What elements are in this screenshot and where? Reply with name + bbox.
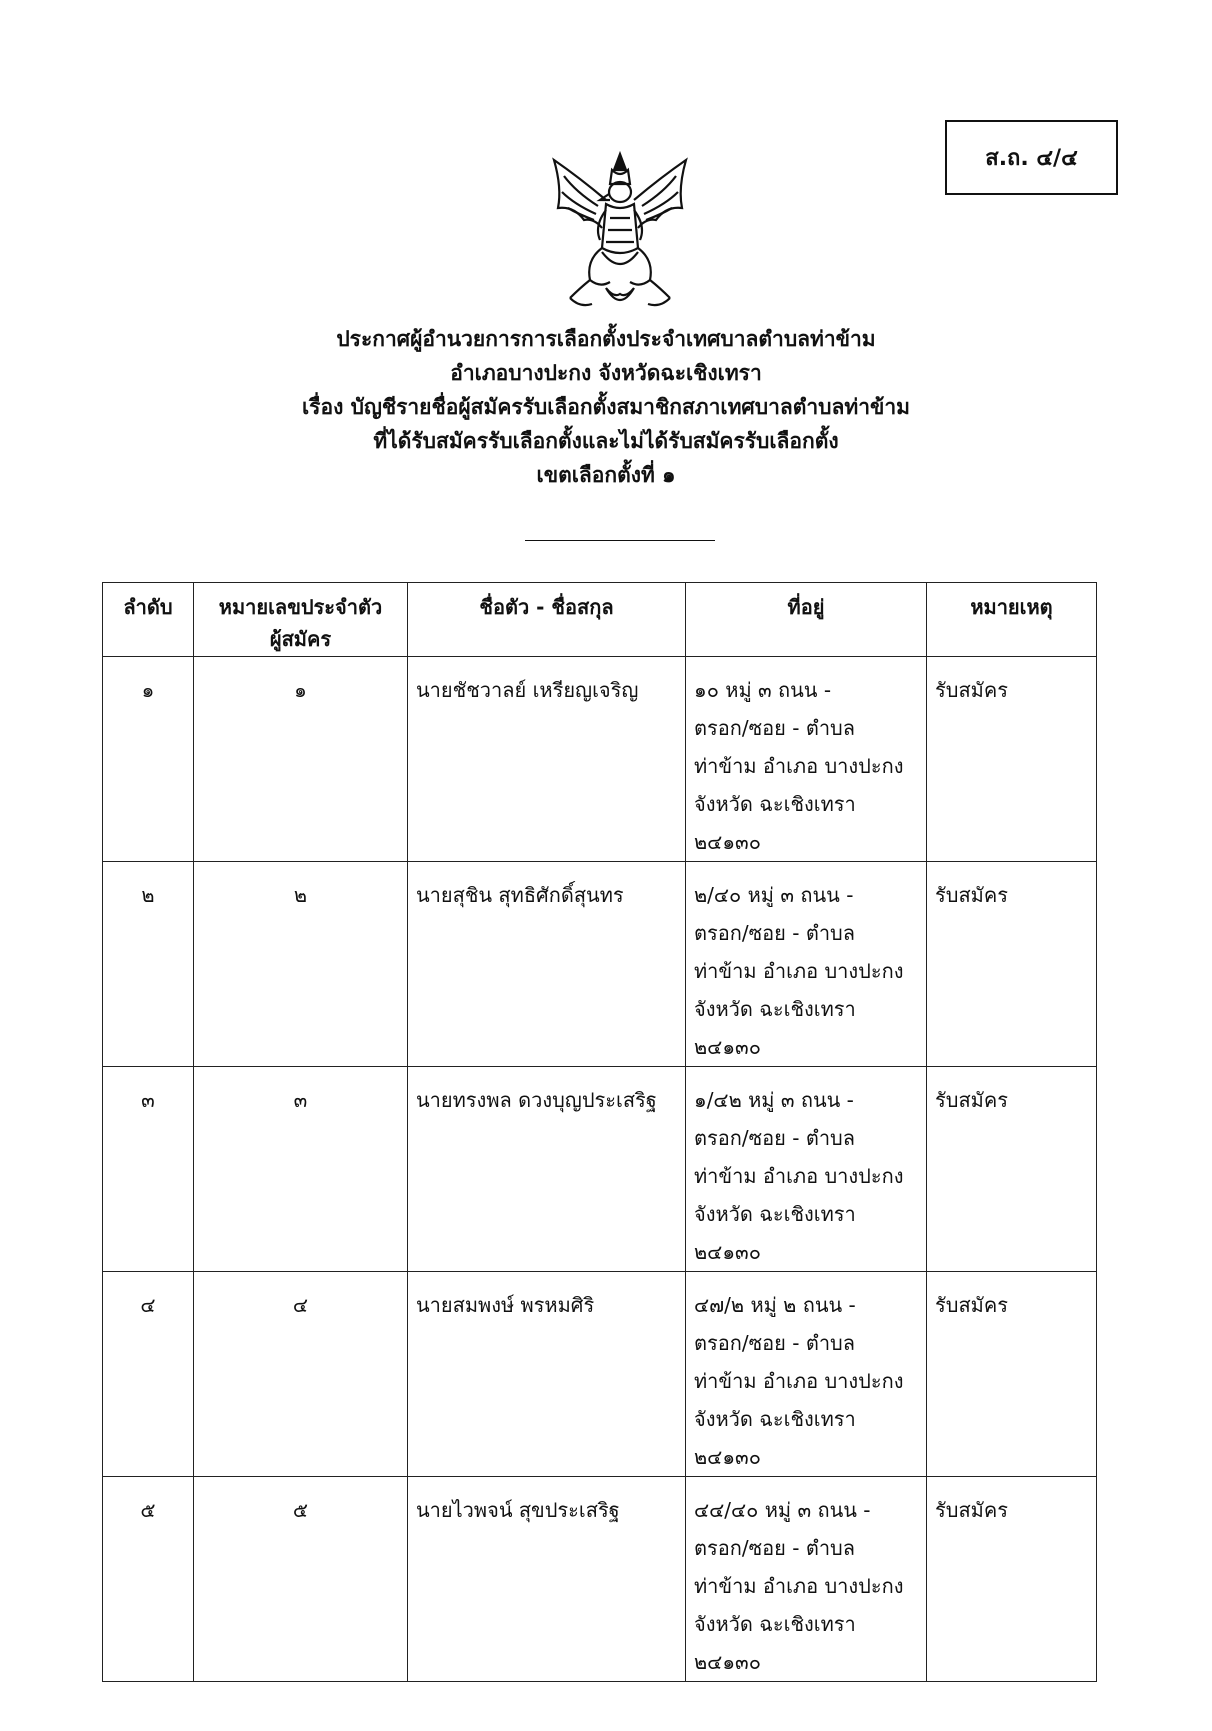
cell-remark: รับสมัคร — [927, 1272, 1097, 1477]
cell-candidate-number: ๑ — [194, 657, 408, 862]
heading-line-2: อำเภอบางปะกง จังหวัดฉะเชิงเทรา — [450, 361, 762, 385]
address-line: ๔๔/๔๐ หมู่ ๓ ถนน - — [694, 1498, 871, 1522]
table-row — [103, 1477, 1097, 1682]
cell-candidate-number: ๓ — [194, 1067, 408, 1272]
header-order: ลำดับ — [103, 583, 194, 657]
address-line: ๒๔๑๓๐ — [694, 1240, 761, 1264]
address-line: ๔๗/๒ หมู่ ๒ ถนน - — [694, 1293, 856, 1317]
cell-name: นายไวพจน์ สุขประเสริฐ — [408, 1477, 686, 1682]
header-remark: หมายเหตุ — [927, 583, 1097, 657]
address-line: ๒/๔๐ หมู่ ๓ ถนน - — [694, 883, 854, 907]
table-row — [103, 1272, 1097, 1477]
cell-candidate-number: ๔ — [194, 1272, 408, 1477]
header-candidate-number-line1: หมายเลขประจำตัว — [218, 595, 383, 619]
cell-candidate-number: ๕ — [194, 1477, 408, 1682]
table-row — [103, 862, 1097, 1067]
address-line: ตรอก/ซอย - ตำบล — [694, 716, 855, 740]
form-code-box — [945, 120, 1118, 195]
cell-address — [686, 862, 927, 1067]
table-row — [103, 657, 1097, 862]
cell-address — [686, 1067, 927, 1272]
header-address: ที่อยู่ — [686, 583, 927, 657]
candidate-table — [102, 582, 1097, 1682]
address-line: ๑/๔๒ หมู่ ๓ ถนน - — [694, 1088, 854, 1112]
address-line: ๑๐ หมู่ ๓ ถนน - — [694, 678, 832, 702]
cell-order: ๕ — [103, 1477, 194, 1682]
address-line: ๒๔๑๓๐ — [694, 1035, 761, 1059]
address-line: ท่าข้าม อำเภอ บางปะกง — [694, 959, 904, 983]
address-line: ๒๔๑๓๐ — [694, 1445, 761, 1469]
address-line: ท่าข้าม อำเภอ บางปะกง — [694, 1369, 904, 1393]
announcement-heading — [0, 322, 1212, 492]
cell-remark: รับสมัคร — [927, 862, 1097, 1067]
cell-name: นายทรงพล ดวงบุญประเสริฐ — [408, 1067, 686, 1272]
address-line: จังหวัด ฉะเชิงเทรา — [694, 1612, 856, 1636]
cell-name: นายชัชวาลย์ เหรียญเจริญ — [408, 657, 686, 862]
address-line: จังหวัด ฉะเชิงเทรา — [694, 1407, 856, 1431]
heading-divider — [525, 540, 715, 541]
address-line: จังหวัด ฉะเชิงเทรา — [694, 1202, 856, 1226]
address-line: จังหวัด ฉะเชิงเทรา — [694, 997, 856, 1021]
header-name: ชื่อตัว - ชื่อสกุล — [408, 583, 686, 657]
form-code: ส.ถ. ๔/๔ — [985, 146, 1078, 171]
address-line: ท่าข้าม อำเภอ บางปะกง — [694, 754, 904, 778]
address-line: ตรอก/ซอย - ตำบล — [694, 1331, 855, 1355]
cell-remark: รับสมัคร — [927, 1067, 1097, 1272]
cell-order: ๓ — [103, 1067, 194, 1272]
garuda-emblem — [540, 148, 700, 316]
heading-line-4: ที่ได้รับสมัครรับเลือกตั้งและไม่ได้รับสมัครรับเลือกตั้ง — [373, 429, 839, 453]
address-line: ตรอก/ซอย - ตำบล — [694, 1126, 855, 1150]
heading-line-3: เรื่อง บัญชีรายชื่อผู้สมัครรับเลือกตั้งสมาชิกสภาเทศบาลตำบลท่าข้าม — [302, 395, 910, 419]
cell-name: นายสมพงษ์ พรหมศิริ — [408, 1272, 686, 1477]
heading-line-1: ประกาศผู้อำนวยการการเลือกตั้งประจำเทศบาลตำบลท่าข้าม — [336, 327, 876, 351]
cell-order: ๑ — [103, 657, 194, 862]
address-line: ท่าข้าม อำเภอ บางปะกง — [694, 1574, 904, 1598]
cell-address — [686, 1477, 927, 1682]
heading-line-5: เขตเลือกตั้งที่ ๑ — [536, 463, 676, 487]
address-line: ท่าข้าม อำเภอ บางปะกง — [694, 1164, 904, 1188]
cell-address — [686, 657, 927, 862]
table-header-row — [103, 583, 1097, 657]
cell-name: นายสุชิน สุทธิศักดิ์สุนทร — [408, 862, 686, 1067]
cell-candidate-number: ๒ — [194, 862, 408, 1067]
address-line: ๒๔๑๓๐ — [694, 830, 761, 854]
cell-order: ๒ — [103, 862, 194, 1067]
header-candidate-number-line2: ผู้สมัคร — [269, 627, 332, 651]
table-row — [103, 1067, 1097, 1272]
header-candidate-number — [194, 583, 408, 657]
address-line: ตรอก/ซอย - ตำบล — [694, 1536, 855, 1560]
address-line: ๒๔๑๓๐ — [694, 1650, 761, 1674]
cell-order: ๔ — [103, 1272, 194, 1477]
address-line: ตรอก/ซอย - ตำบล — [694, 921, 855, 945]
cell-remark: รับสมัคร — [927, 657, 1097, 862]
cell-address — [686, 1272, 927, 1477]
address-line: จังหวัด ฉะเชิงเทรา — [694, 792, 856, 816]
cell-remark: รับสมัคร — [927, 1477, 1097, 1682]
